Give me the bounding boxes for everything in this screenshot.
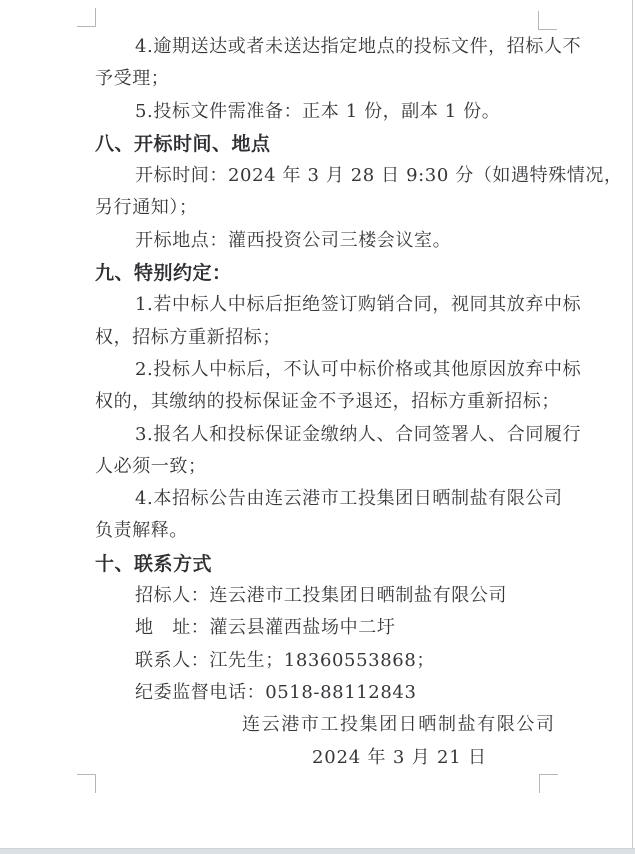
doc-text-line: 5.投标文件需准备：正本 1 份，副本 1 份。: [135, 100, 501, 122]
doc-text-line: 人必须一致；: [95, 455, 207, 477]
doc-text-line: 连云港市工投集团日晒制盐有限公司: [242, 714, 556, 736]
doc-text-line: 4.逾期送达或者未送达指定地点的投标文件，招标人不: [135, 36, 582, 57]
doc-text-line: 2.投标人中标后，不认可中标价格或其他原因放弃中标: [135, 358, 582, 380]
document-text-area[interactable]: [95, 31, 623, 774]
doc-text-line: 4.本招标公告由连云港市工投集团日晒制盐有限公司: [135, 488, 563, 510]
page-right-edge: [632, 0, 633, 848]
doc-text-line: 3.报名人和投标保证金缴纳人、合同签署人、合同履行: [135, 423, 582, 445]
margin-mark-top-left: [77, 8, 96, 27]
margin-mark-bottom-right: [539, 774, 558, 793]
doc-text-line: 另行通知）；: [95, 197, 198, 219]
doc-text-line: 联系人：江先生；18360553868；: [135, 649, 435, 671]
doc-text-line: 地 址：灌云县灌西盐场中二圩: [135, 617, 396, 639]
doc-text-line: 负责解释。: [95, 520, 188, 542]
margin-mark-top-right: [538, 11, 557, 30]
doc-text-line: 开标地点：灌西投资公司三楼会议室。: [135, 229, 452, 251]
doc-text-line: 纪委监督电话：0518-88112843: [135, 681, 417, 703]
doc-text-line: 招标人：连云港市工投集团日晒制盐有限公司: [135, 585, 507, 607]
doc-heading-line: 十、联系方式: [95, 552, 213, 575]
doc-text-line: 1.若中标人中标后拒绝签订购销合同，视同其放弃中标: [135, 294, 582, 316]
doc-text-line: 权，招标方重新招标；: [95, 326, 281, 348]
doc-text-line: 开标时间：2024 年 3 月 28 日 9:30 分（如遇特殊情况，: [135, 165, 623, 187]
doc-text-line: 予受理；: [95, 68, 170, 90]
window-bottom-edge: [0, 848, 635, 854]
doc-text-line: 2024 年 3 月 21 日: [312, 746, 487, 768]
doc-heading-line: 九、特别约定：: [95, 262, 232, 285]
doc-text-line: 权的，其缴纳的投标保证金不予退还，招标方重新招标；: [95, 391, 560, 413]
doc-heading-line: 八、开标时间、地点: [95, 132, 271, 155]
margin-mark-bottom-left: [77, 774, 96, 793]
